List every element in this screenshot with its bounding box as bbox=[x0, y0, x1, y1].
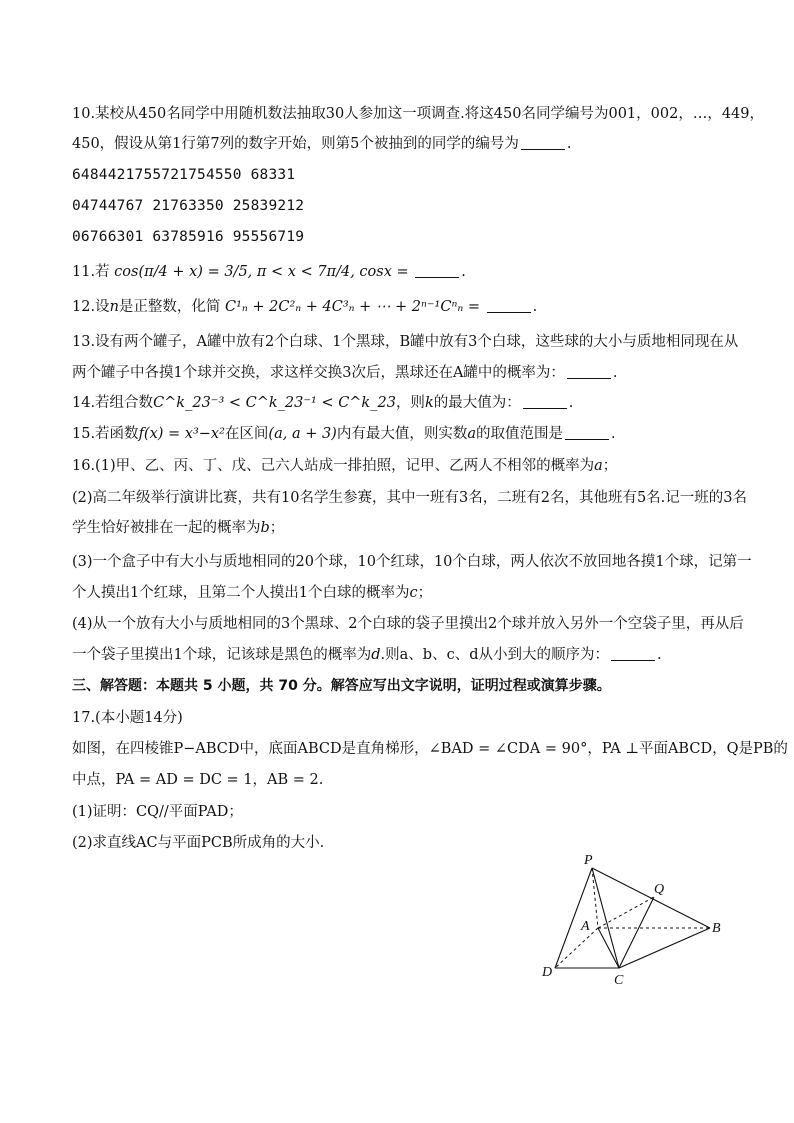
label-D: D bbox=[542, 965, 553, 980]
q12-expression: C¹ₙ + 2C²ₙ + 4C³ₙ + ⋯ + 2ⁿ⁻¹Cⁿₙ = bbox=[225, 299, 480, 315]
q16-part4-line1: (4)从一个放有大小与质地相同的3个黑球、2个白球的袋子里摸出2个球并放入另外一个空袋子里，再从后 bbox=[72, 616, 744, 632]
q12: 12.设n是正整数，化简 C¹ₙ + 2C²ₙ + 4C³ₙ + ⋯ + 2ⁿ⁻¹Cⁿₙ = . bbox=[72, 299, 538, 315]
answer-blank[interactable] bbox=[415, 263, 459, 278]
random-table-row: 06766301 63785916 95556719 bbox=[72, 229, 305, 245]
pyramid-figure bbox=[530, 850, 730, 990]
label-P: P bbox=[584, 853, 593, 868]
q16-part2-line1: (2)高二年级举行演讲比赛，共有10名学生参赛，其中一班有3名，二班有2名，其他班有5名.记一班的3名 bbox=[72, 490, 747, 506]
answer-blank[interactable] bbox=[565, 425, 609, 440]
q17-sub2: (2)求直线AC与平面PCB所成角的大小. bbox=[72, 835, 325, 851]
q17-line1: 如图，在四棱锥P−ABCD中，底面ABCD是直角梯形，∠BAD = ∠CDA = 90°，PA ⊥平面ABCD，Q是PB的 bbox=[72, 741, 788, 757]
answer-blank[interactable] bbox=[523, 394, 567, 409]
q11-expression: cos(π/4 + x) = 3/5, π < x < 7π/4, cosx = bbox=[114, 264, 409, 280]
q11: 11.若 cos(π/4 + x) = 3/5, π < x < 7π/4, cosx = . bbox=[72, 264, 466, 280]
q13-line2: 两个罐子中各摸1个球并交换，求这样交换3次后，黑球还在A罐中的概率为： . bbox=[72, 365, 618, 381]
section-heading: 三、解答题：本题共 5 小题，共 70 分。解答应写出文字说明，证明过程或演算步骤。 bbox=[72, 678, 611, 694]
label-B: B bbox=[712, 921, 721, 936]
q16-part4-line2: 一个袋子里摸出1个球，记该球是黑色的概率为d.则a、b、c、d从小到大的顺序为： . bbox=[72, 647, 662, 663]
q16-part3-line1: (3)一个盒子中有大小与质地相同的20个球，10个红球，10个白球，两人依次不放回地各摸1个球，记第一 bbox=[72, 554, 752, 570]
q13-line1: 13.设有两个罐子，A罐中放有2个白球、1个黑球，B罐中放有3个白球，这些球的大小与质地相同现在从 bbox=[72, 334, 739, 350]
q15-function: f(x) = x³−x² bbox=[138, 426, 225, 442]
q17-sub1: (1)证明：CQ//平面PAD； bbox=[72, 804, 243, 820]
answer-blank[interactable] bbox=[567, 364, 611, 379]
q15: 15.若函数f(x) = x³−x²在区间(a, a + 3)内有最大值，则实数a的取值范围是 . bbox=[72, 426, 616, 442]
answer-blank[interactable] bbox=[521, 135, 565, 150]
label-C: C bbox=[614, 973, 624, 988]
random-table-row: 04744767 21763350 25839212 bbox=[72, 198, 305, 214]
answer-blank[interactable] bbox=[611, 646, 655, 661]
label-A: A bbox=[581, 919, 590, 934]
q14: 14.若组合数C^k_23⁻³ < C^k_23⁻¹ < C^k_23，则k的最大值为： . bbox=[72, 395, 574, 411]
q16-part3-line2: 个人摸出1个红球，且第二个人摸出1个白球的概率为c； bbox=[72, 585, 433, 601]
q14-expression: C^k_23⁻³ < C^k_23⁻¹ < C^k_23 bbox=[153, 395, 396, 411]
q16-part2-line2: 学生恰好被排在一起的概率为b； bbox=[72, 520, 285, 536]
answer-blank[interactable] bbox=[487, 298, 531, 313]
q17-head: 17.(本小题14分) bbox=[72, 710, 183, 726]
q10-line2: 450，假设从第1行第7列的数字开始，则第5个被抽到的同学的编号为 . bbox=[72, 136, 572, 152]
random-table-row: 6484421755721754550 68331 bbox=[72, 167, 296, 183]
label-Q: Q bbox=[654, 882, 665, 897]
q16-part1: 16.(1)甲、乙、丙、丁、戊、己六人站成一排拍照，记甲、乙两人不相邻的概率为a； bbox=[72, 458, 618, 474]
q10-line1: 10.某校从450名同学中用随机数法抽取30人参加这一项调查.将这450名同学编号为001，002，…，449， bbox=[72, 106, 764, 122]
q17-line2: 中点，PA = AD = DC = 1，AB = 2. bbox=[72, 772, 324, 788]
